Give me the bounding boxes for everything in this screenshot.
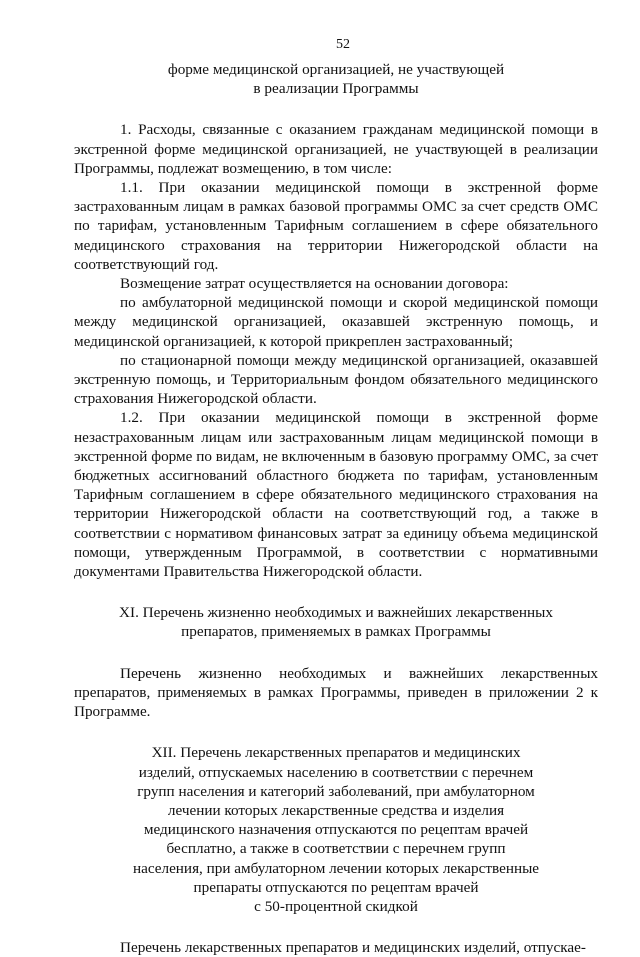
intro-heading-line: в реализации Программы [253, 80, 419, 98]
section-heading-line: бесплатно, а также в соответствии с перечнем групп [166, 840, 506, 858]
section-heading-line: населения, при амбулаторном лечении которых лекарственные [132, 859, 540, 877]
paragraph: 1.1. При оказании медицинской помощи в экстренной форме застрахованным лицам в рамках базовой программы ОМС за счет средств ОМС по тарифам, установленным Тарифным соглашением в сфере обязательного медицинского страхования на территории Нижегородской области на соответствующий год. [74, 179, 598, 273]
section-heading-line: с 50-процентной скидкой [254, 897, 418, 915]
section-xi-heading [74, 603, 598, 641]
paragraph: Возмещение затрат осуществляется на основании договора: [120, 275, 509, 293]
section-heading-line: препаратов, применяемых в рамках Программы [181, 623, 491, 641]
paragraph: 1.2. При оказании медицинской помощи в экстренной форме незастрахованным лицам или застрахованным лицам медицинской помощи в экстренной форме по видам, не включенным в базовую программу ОМС, за счет бюджетных ассигнований областного бюджета по тарифам, установленным Тарифным соглашением в сфере обязательного медицинского страхования на территории Нижегородской области на соответствующий год, а также в соответствии с нормативом финансовых затрат за единицу объема медицинской помощи, утвержденным Программой, в соответствии с нормативными документами Правительства Нижегородской области. [74, 409, 598, 581]
paragraph: по амбулаторной медицинской помощи и скорой медицинской помощи между медицинской организацией, оказавшей экстренную помощь, и медицинской организацией, к которой прикреплен застрахованный; [74, 294, 598, 350]
section-heading-line: медицинского назначения отпускаются по рецептам врачей [143, 821, 529, 839]
section-heading-line: XI. Перечень жизненно необходимых и важнейших лекарственных [119, 604, 553, 622]
document-page [74, 36, 598, 957]
section-heading-line: препараты отпускаются по рецептам врачей [193, 878, 479, 896]
intro-heading-line: форме медицинской организацией, не участвующей [167, 61, 505, 78]
section-xi-text: Перечень жизненно необходимых и важнейших лекарственных препаратов, применяемых в рамках Программы, приведен в приложении 2 к Программе. [74, 664, 598, 721]
intro-heading [74, 60, 598, 98]
paragraph: 1. Расходы, связанные с оказанием гражданам медицинской помощи в экстренной форме медицинской организацией, не участвующей в реализации Программы, подлежат возмещению, в том числе: [74, 121, 598, 177]
section-xii-text: Перечень лекарственных препаратов и медицинских изделий, отпускае- [120, 939, 586, 957]
paragraph: по стационарной помощи между медицинской организацией, оказавшей экстренную помощь, и Территориальным фондом обязательного медицинского страхования Нижегородской области. [74, 351, 598, 408]
section-heading-line: XII. Перечень лекарственных препаратов и медицинских [151, 744, 521, 762]
section-heading-line: лечении которых лекарственные средства и изделия [167, 801, 505, 819]
section-heading-line: изделий, отпускаемых населению в соответствии с перечнем [138, 763, 534, 781]
section-xii-heading [74, 743, 598, 916]
body-text-section-1 [74, 120, 598, 581]
page-number: 52 [336, 37, 350, 52]
section-heading-line: групп населения и категорий заболеваний, при амбулаторном [137, 782, 535, 800]
